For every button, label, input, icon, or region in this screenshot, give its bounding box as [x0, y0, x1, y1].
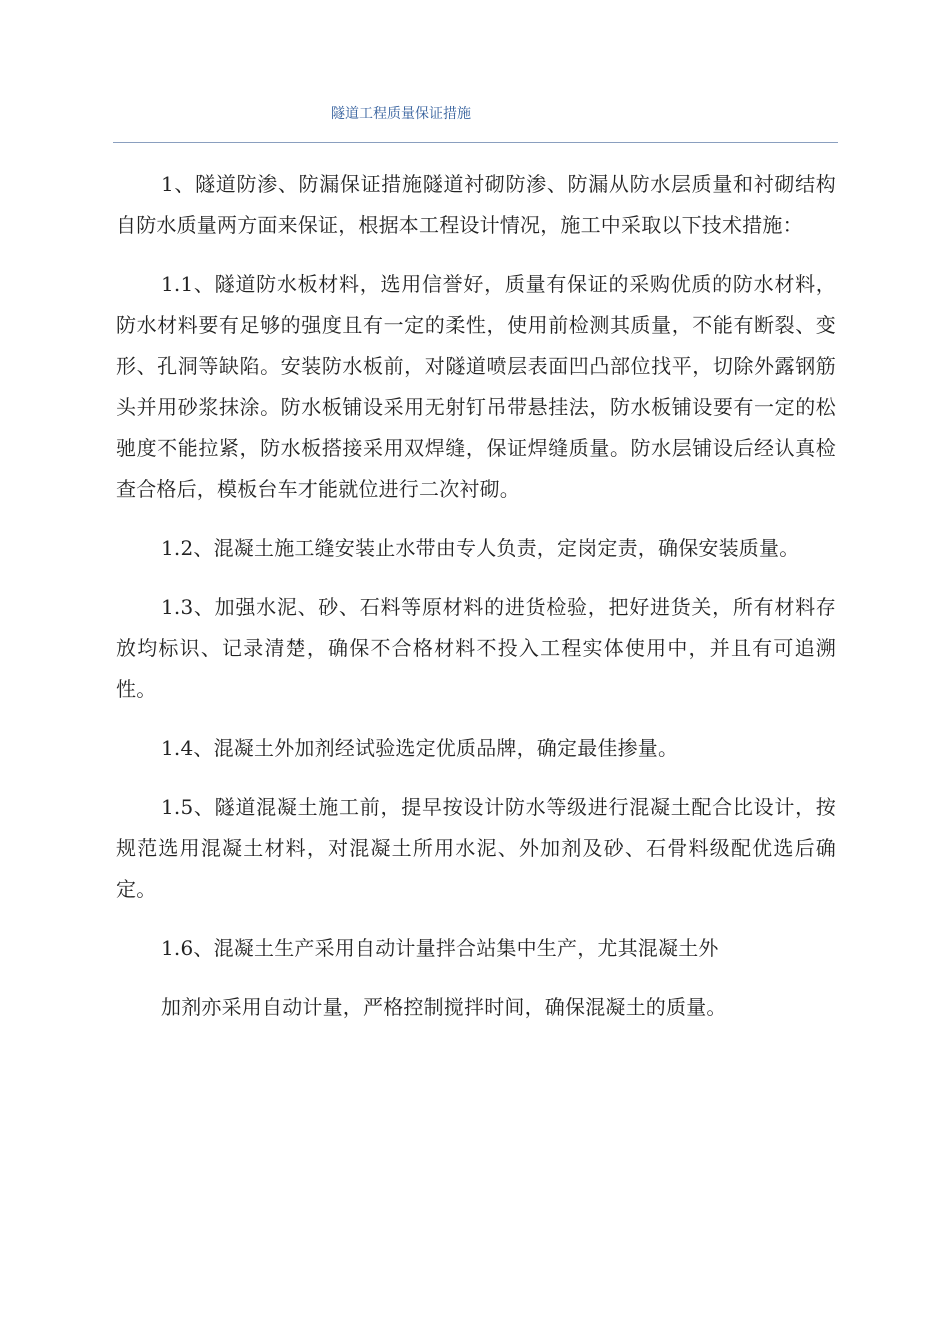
paragraph-1-5: 1.5、隧道混凝土施工前，提早按设计防水等级进行混凝土配合比设计，按规范选用混凝土材料，对混凝土所用水泥、外加剂及砂、石骨料级配优选后确定。 — [116, 795, 836, 901]
paragraph-1: 1、隧道防渗、防漏保证措施隧道衬砌防渗、防漏从防水层质量和衬砌结构自防水质量两方面来保证，根据本工程设计情况，施工中采取以下技术措施： — [116, 172, 836, 237]
paragraph-1-3: 1.3、加强水泥、砂、石料等原材料的进货检验，把好进货关，所有材料存放均标识、记录清楚，确保不合格材料不投入工程实体使用中，并且有可追溯性。 — [116, 595, 836, 701]
header-divider — [113, 142, 838, 143]
paragraph-1-6: 1.6、混凝土生产采用自动计量拌合站集中生产，尤其混凝土外 — [161, 936, 719, 960]
document-body — [116, 164, 836, 1046]
paragraph-1-2: 1.2、混凝土施工缝安装止水带由专人负责，定岗定责，确保安装质量。 — [161, 536, 800, 560]
paragraph-1-6-continued: 加剂亦采用自动计量，严格控制搅拌时间，确保混凝土的质量。 — [161, 995, 727, 1019]
paragraph-1-4: 1.4、混凝土外加剂经试验选定优质品牌，确定最佳掺量。 — [161, 736, 679, 760]
paragraph-1-1: 1.1、隧道防水板材料，选用信誉好，质量有保证的采购优质的防水材料，防水材料要有足够的强度且有一定的柔性，使用前检测其质量，不能有断裂、变形、孔洞等缺陷。安装防水板前，对隧道喷层表面凹凸部位找平，切除外露钢筋头并用砂浆抹涂。防水板铺设采用无射钉吊带悬挂法，防水板铺设要有一定的松驰度不能拉紧，防水板搭接采用双焊缝，保证焊缝质量。防水层铺设后经认真检查合格后，模板台车才能就位进行二次衬砌。 — [116, 272, 836, 501]
header-title: 隧道工程质量保证措施 — [331, 106, 471, 122]
